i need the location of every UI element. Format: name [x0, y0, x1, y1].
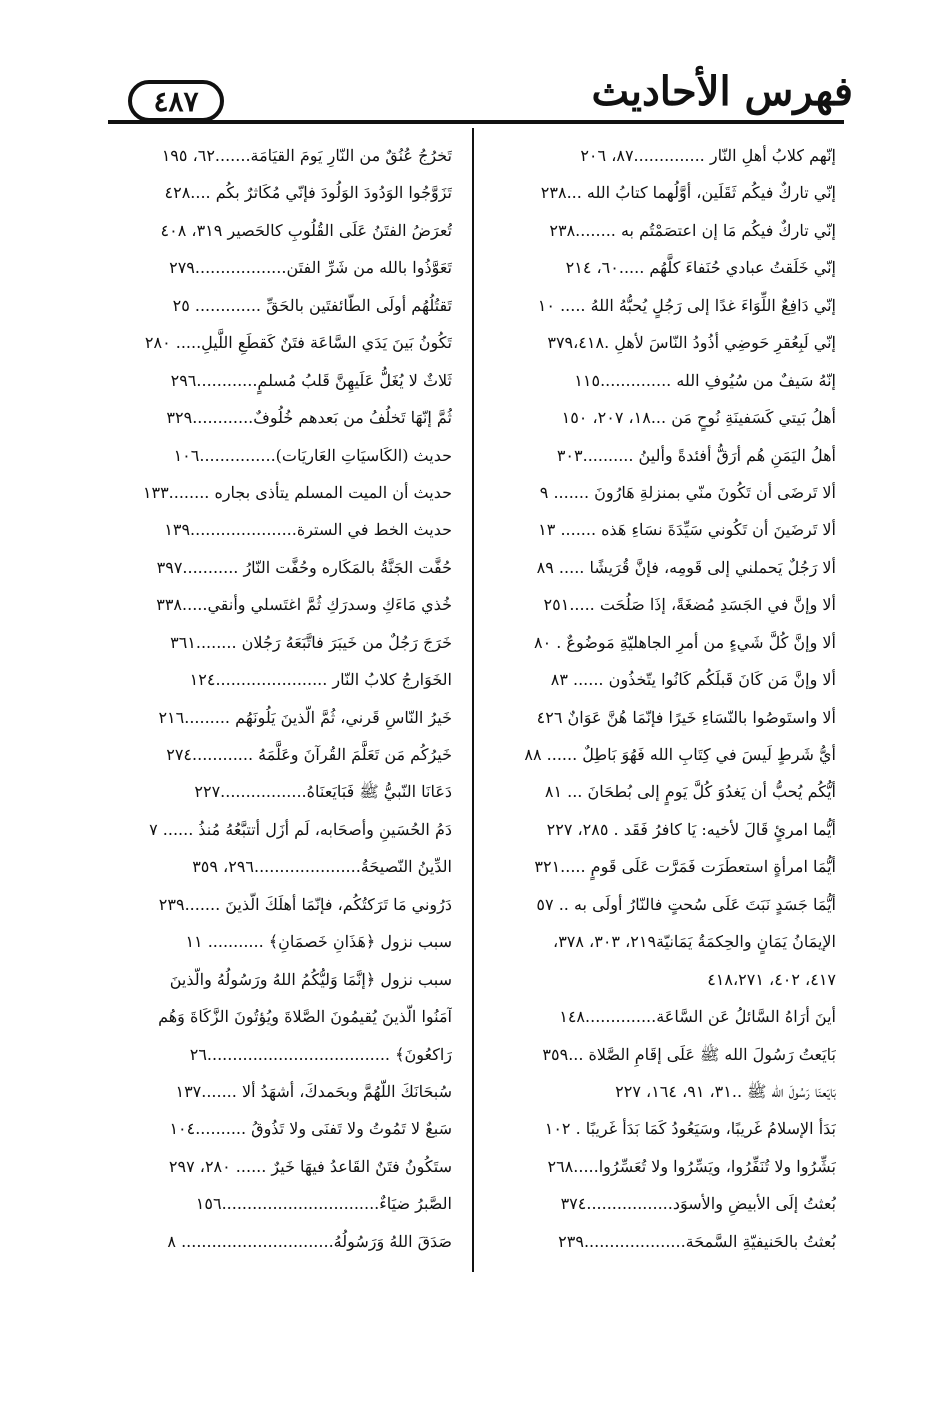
page-number-badge: ٤٨٧	[128, 80, 224, 122]
index-entry: رَاكعُونَ﴾ ....................................٢٦	[189, 1044, 452, 1064]
index-entry: حديث (الكَاسيَاتِ العَاريَات)...............١٠٦	[173, 445, 452, 465]
index-entry: سُبحَانَكَ اللّهُمَّ وبحَمدكَ، أشهَدُ ألا .......١٣٧	[175, 1081, 452, 1101]
index-entry: دَرُوني مَا تَرَكتُكُم، فإنّمَا أهلَكَ الّذينَ .......٢٣٩	[158, 894, 452, 914]
index-entry: خَيرُكُم مَن تَعَلَّمَ القُرآنَ وعَلَّمَهُ ............٢٧٤	[166, 745, 452, 764]
index-entry: خُذي مَاءَكِ وسدرَكِ ثُمَّ اغتَسلي وأنقي.....٣٣٨	[156, 595, 452, 615]
index-entry: أيُّما امرئٍ قَالَ لأخيه: يَا كافرُ فَقَد . ٢٨٥، ٢٢٧	[546, 819, 836, 839]
index-entry: أيُّ شَرطٍ لَيسَ في كِتَابِ الله فَهُوَ بَاطِلٌ ...... ٨٨	[524, 745, 836, 764]
index-entry: بَايَعنَا رَسُولَ الله ﷺ ..٣١، ٩١، ١٦٤، ٢٢٧	[615, 1081, 836, 1101]
index-entry: ثَلاثٌ لا يُغَلُّ عَلَيهِنَّ قَلبُ مُسلمٍ............٢٩٦	[170, 370, 452, 390]
index-entry: ألا واستَوصُوا بالنّسَاءِ خَيرًا فإنّمَا هُنَّ عَوَانٌ ٤٢٦	[536, 707, 836, 727]
index-entry: أيُّمَا جَسَدٍ نَبَتَ عَلَى سُحتٍ فالنّارُ أولَى به .. ٥٧	[536, 894, 836, 914]
index-entry: أهلُ اليَمَنِ هُم أرَقُّ أفئدةً وألينُ ..........٣٠٣	[556, 445, 836, 465]
index-entry: الدِّينُ النّصيحَةُ.....................٢٩٦، ٣٥٩	[192, 857, 452, 877]
index-entry: أهلُ بَيتي كَسَفينَةِ نُوحٍ مَن ...١٨، ٢٠٧، ١٥٠	[561, 408, 836, 428]
index-entry: سبب نزول ﴿هَذَانِ خَصمَانِ﴾ ........... ١١	[185, 932, 452, 952]
column-divider	[472, 128, 474, 1272]
index-entry: خَيرُ النّاسِ قَرني، ثُمَّ الّذينَ يَلُونَهُم .........٢١٦	[158, 707, 452, 727]
index-entry: ألا وإنَّ كُلَّ شَيءٍ من أمرِ الجاهليّةِ مَوضُوعٌ . ٨٠	[533, 632, 836, 652]
index-entry: إنّي تاركٌ فيكُم ثَقَلَين، أوَّلُهما كتابُ الله ...٢٣٨	[540, 183, 836, 203]
index-entry: ألا تَرضَينَ أن تَكُوني سَيِّدَةَ نسَاءِ هَذه ....... ١٣	[538, 520, 836, 540]
index-entry: أيُّكُم يُحبُّ أن يَغدُوَ كُلَّ يَومٍ إلى بُطحَانَ ... ٨١	[544, 782, 836, 802]
index-entry: الإيمَانُ يَمَانٍ والحِكمَةُ يَمَانيّة٢١٩، ٣٠٣، ٣٧٨،	[553, 932, 836, 952]
index-entry: الخَوَارجُ كلابُ النّار ......................١٢٤	[189, 670, 452, 690]
header-rule	[108, 120, 844, 124]
index-entry: ستَكُونُ فتَنٌ القَاعدُ فيهَا خَيرٌ ...... ٢٨٠، ٢٩٧	[168, 1156, 452, 1176]
index-entry: سبب نزول ﴿إنَّمَا وَليُّكُمُ اللهُ ورَسُولُهُ والّذينَ	[169, 969, 452, 989]
index-entry: ألا وإنَّ في الجَسَدِ مُضغَةً، إذَا صَلُحَت .....٢٥١	[543, 595, 836, 615]
index-entry: دَمُ الحُسَينِ وأصحَابه، لَم أزَل أتتبَّعُهُ مُنذُ ...... ٧	[149, 819, 452, 839]
index-entry: ٤١٧، ٤٠٢، ٤١٨،٢٧١	[707, 969, 836, 989]
left-column	[112, 137, 452, 1260]
index-entry: سَبعٌ لا تَمُوتُ ولا تَفنَى ولا تَذُوقُ ..........١٠٤	[169, 1119, 452, 1139]
index-entry: أينَ أرَاهُ السَّائلُ عَن السَّاعَة..............١٤٨	[559, 1007, 836, 1027]
index-entry: حديث الخط في السترة.....................١٣٩	[164, 520, 452, 540]
index-entry: تَزَوَّجُوا الوَدُودَ الوَلُودَ فإنّي مُكَاثرٌ بكُم ....٤٢٨	[164, 183, 452, 203]
right-column	[508, 137, 836, 1260]
index-entry: تَخرُجُ عُنُقٌ من النّارِ يَومَ القيَامَة.......٦٢، ١٩٥	[161, 146, 452, 165]
page-title: فهرس الأحاديث	[591, 68, 853, 115]
index-entry: تَكُونُ بَينَ يَدَي السَّاعَة فتَنٌ كَقطَعِ اللَّيلِ..... ٢٨٠	[144, 333, 452, 353]
index-entry: الصَّبرُ ضيَاءٌ...............................١٥٦	[195, 1194, 452, 1214]
index-entry: إنّهُ سَيفٌ من سُيُوفِ الله ..............١١٥	[574, 370, 836, 390]
index-entry: خَرَجَ رَجُلٌ من خَيبَرَ فاتَّبَعَهُ رَجُلان ........٣٦١	[170, 632, 452, 652]
index-entry: ثُمَّ إنّهَا تَخلُفُ من بَعدهم خُلُوفٌ............٣٢٩	[166, 408, 452, 428]
index-entry: إنّهم كلابُ أهلِ النّار ..............٨٧، ٢٠٦	[580, 146, 836, 165]
index-entry: إنّي تاركٌ فيكُم مَا إن اعتصَمْتُم به ........٢٣٨	[549, 220, 836, 240]
index-entry: بَايَعتُ رَسُولَ الله ﷺ عَلَى إقَامِ الصَّلاة ...٣٥٩	[542, 1044, 836, 1064]
index-entry: تَقتُلُهُم أولَى الطّائفتَين بالحَقِّ ............. ٢٥	[172, 295, 452, 315]
index-entry: بُعثتُ إلَى الأبيضِ والأسوَد.................٣٧٤	[560, 1194, 836, 1214]
index-entry: بَشِّرُوا ولا تُنَفِّرُوا، ويَسِّرُوا ولا تُعَسِّرُوا.....٢٦٨	[547, 1156, 836, 1176]
index-entry: ألا وإنَّ مَن كَانَ قَبلَكُم كَانُوا يتّخذُون ...... ٨٣	[550, 670, 836, 690]
index-entry: حُفَّت الجَنَّةُ بالمَكَاره وحُفَّت النّارُ ...........٣٩٧	[156, 557, 452, 577]
index-entry: إنّي خَلَقتُ عبادي حُنَفاءَ كلَّهُم .....٦٠، ٢١٤	[565, 258, 836, 278]
index-entry: صَدَقَ اللهُ وَرَسُولُهُ.............................. ٨	[167, 1231, 452, 1251]
index-entry: بَدَأ الإسلامُ غَريبًا، وسَيَعُودُ كَمَا بَدَأ غَريبًا . ١٠٢	[544, 1119, 836, 1139]
index-entry: أيُّمَا امرأةٍ استعطَرَت فَمَرَّت عَلَى قَومٍ .....٣٢١	[534, 857, 836, 877]
index-entry: حديث أن الميت المسلم يتأذى بجاره ........١٣٣	[142, 482, 452, 502]
index-entry: آمَنُوا الّذينَ يُقيمُونَ الصَّلاةَ ويُؤتُونَ الزَّكَاةَ وَهُم	[158, 1007, 452, 1027]
index-entry: إنّي لَبِعُقرِ حَوضِي أذُودُ النّاسَ لأهلِ .٣٧٩،٤١٨	[547, 333, 836, 353]
index-entry: ألا تَرضَى أن تَكُونَ منّي بمنزلةِ هَارُونَ ....... ٩	[539, 482, 836, 502]
index-entry: إنّي دَافِعٌ اللِّوَاءَ غدًا إلى رَجُلٍ يُحبُّهُ اللهُ ..... ١٠	[537, 295, 836, 315]
index-entry: تُعرَضُ الفتَنُ عَلَى القُلُوبِ كالحَصير ٣١٩، ٤٠٨	[160, 220, 452, 240]
index-entry: تَعَوَّذُوا بالله من شَرِّ الفتَن..................٢٧٩	[169, 258, 452, 278]
index-entry: دَعَانَا النّبيُّ ﷺ فَبَايَعنَاهُ.................٢٢٧	[194, 782, 452, 802]
index-entry: بُعثتُ بالحَنيفيّةِ السَّمحَة....................٢٣٩	[558, 1231, 836, 1251]
index-entry: ألا رَجُلٌ يَحملني إلى قَومِه، فإنَّ قُرَيشًا ..... ٨٩	[536, 557, 836, 577]
